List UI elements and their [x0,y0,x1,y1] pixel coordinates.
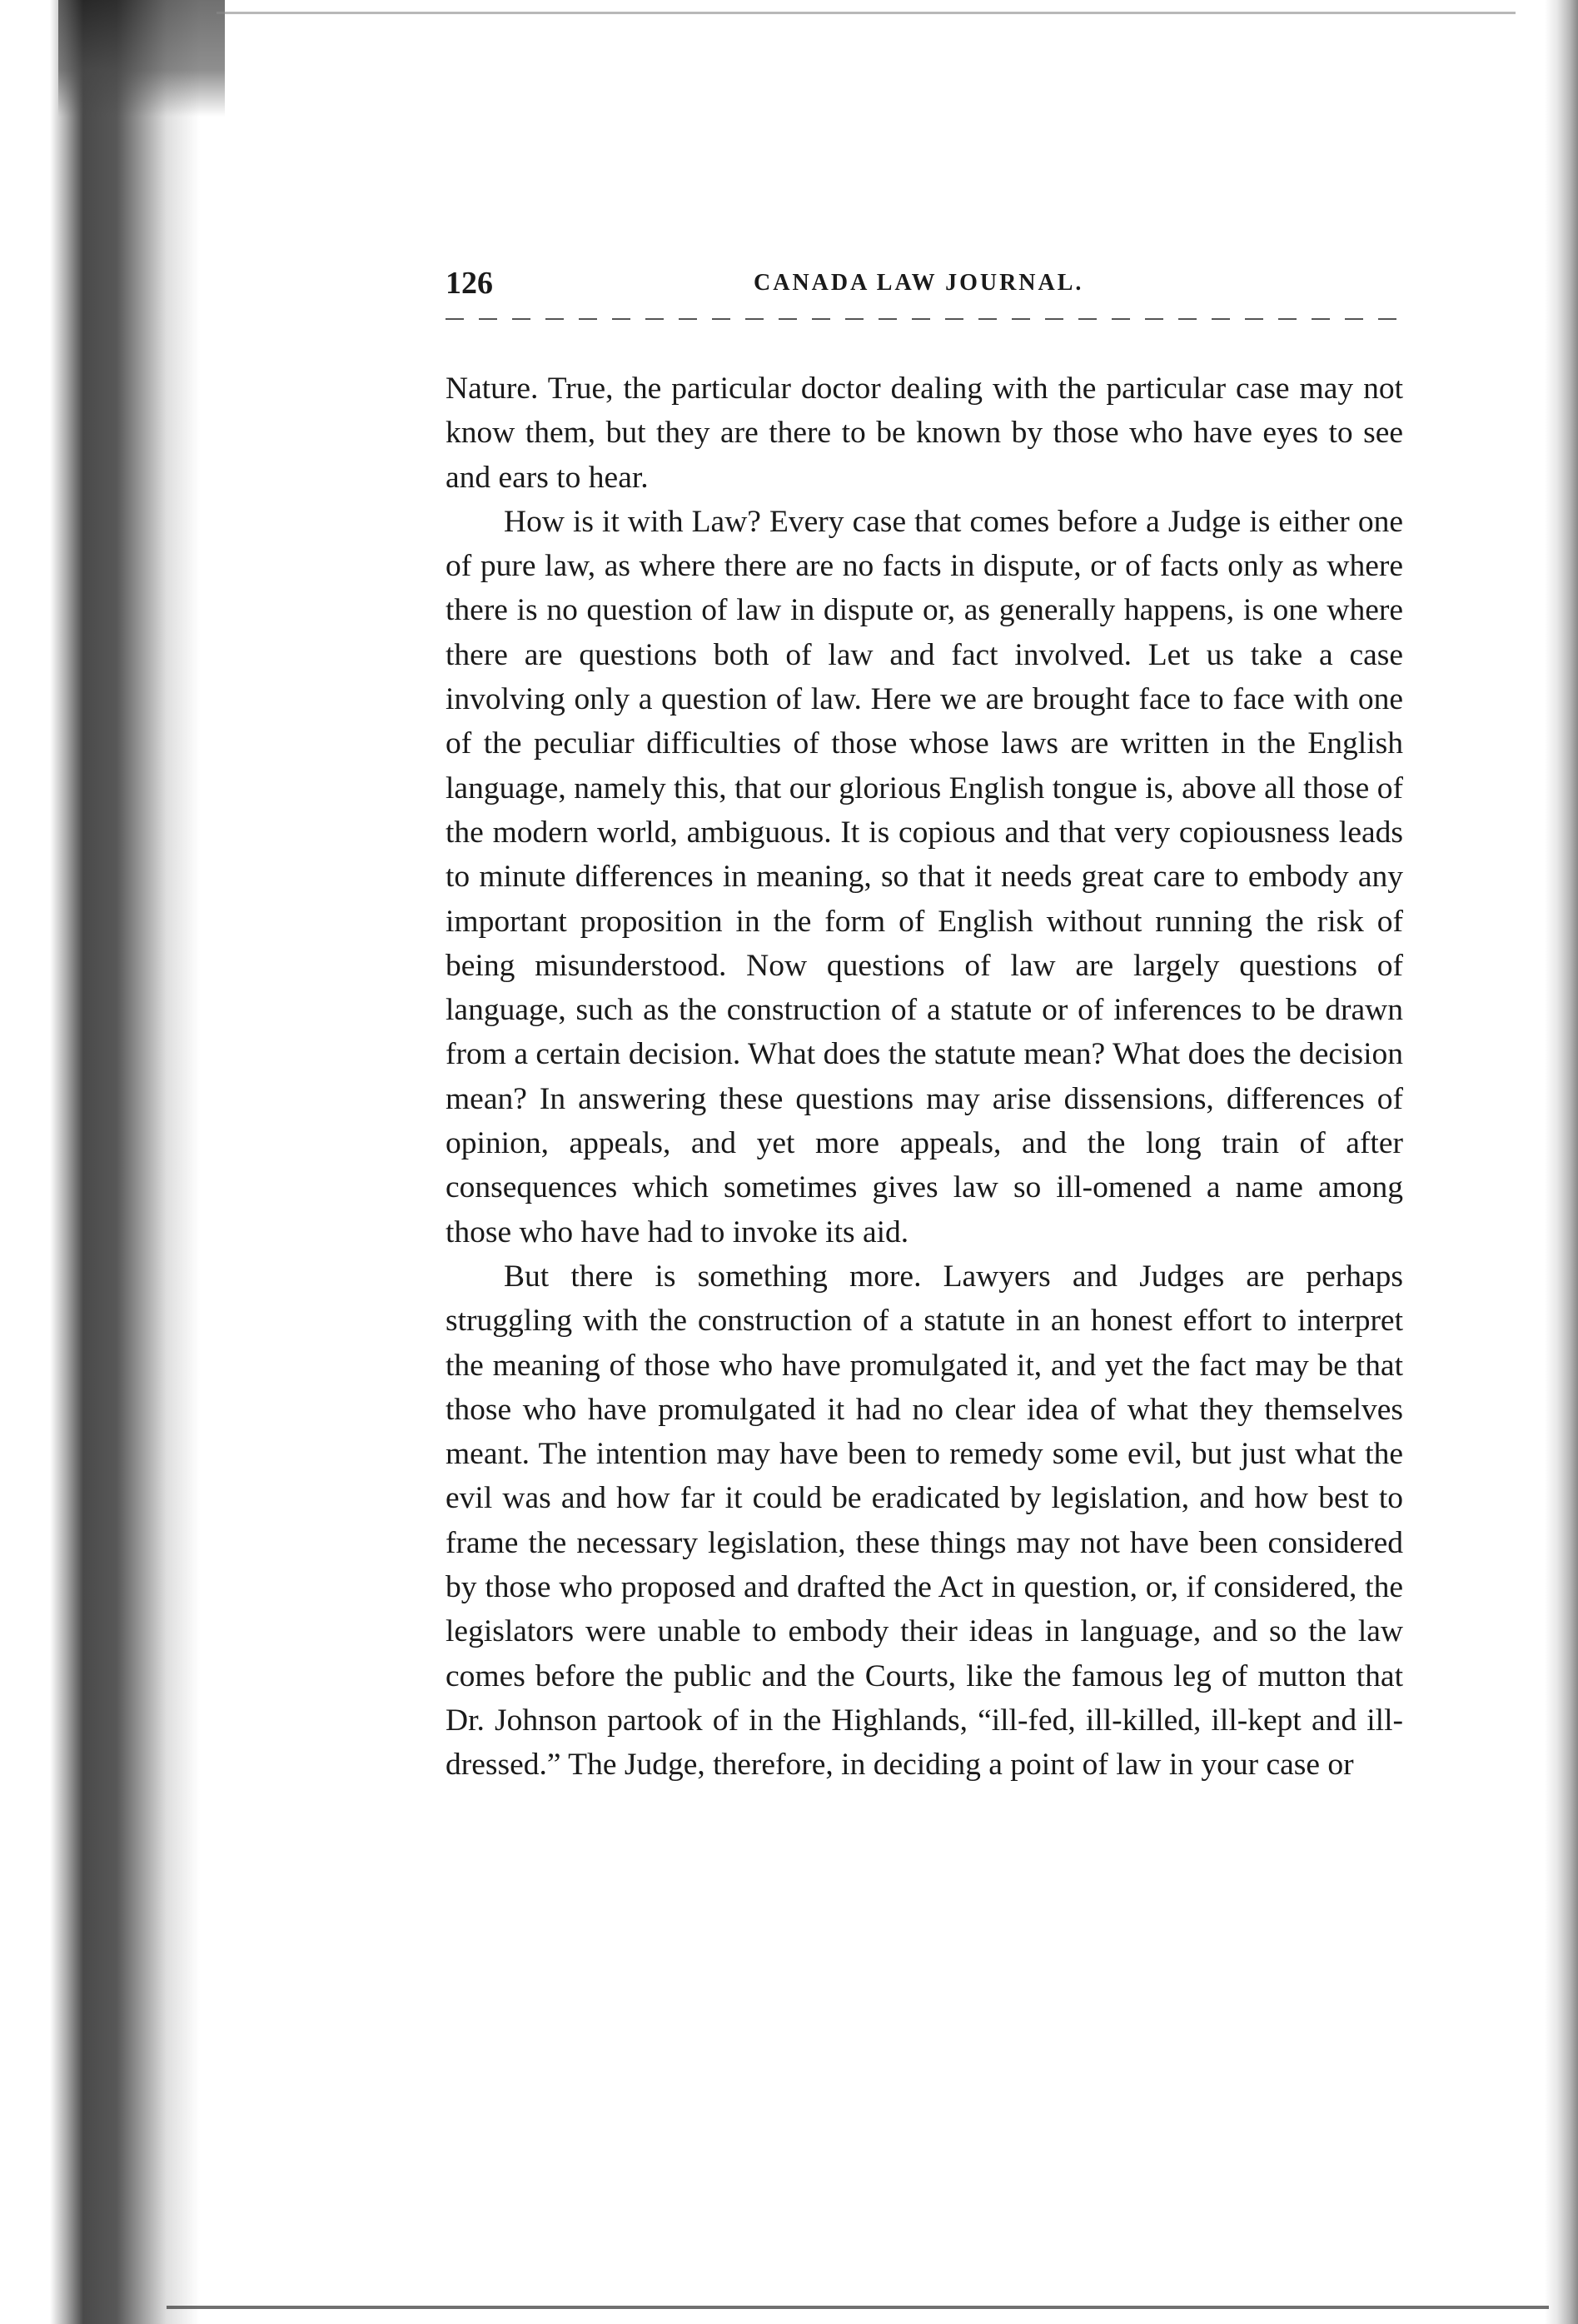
scan-bottom-edge [167,2306,1549,2309]
running-head: CANADA LAW JOURNAL. [754,270,1084,296]
scan-binding-shadow [0,0,200,2324]
paragraph-2: How is it with Law? Every case that comes before a Judge is either one of pure law, as where there are no facts in dispute, or of facts only as where there is no question of law in dispute or, as generally happens, is one where there are questions both of law and fact involved. Let us take a case involving only a question of law. Here we are brought face to face with one of the peculiar difficulties of those whose laws are written in the English language, namely this, that our glorious English tongue is, above all those of the modern world, ambiguous. It is copious and that very copiousness leads to minute differences in meaning, so that it needs great care to embody any important proposition in the form of English without running the risk of being misunderstood. Now questions of law are largely questions of language, such as the construction of a statute or of inferences to be drawn from a certain decision. What does the statute mean? What does the decision mean? In answering these questions may arise dissensions, differences of opinion, appeals, and yet more appeals, and the long train of after consequences which sometimes gives law so ill-omened a name among those who have had to invoke its aid. [446,504,1403,1249]
page-number: 126 [446,266,493,301]
paragraph-3: But there is something more. Lawyers and Judges are perhaps struggling with the construction of a statute in an honest effort to interpret the meaning of those who have promulgated it, and yet the fact may be that those who have promulgated it had no clear idea of what they themselves meant. The intention may have been to remedy some evil, but just what the evil was and how far it could be eradicated by legislation, and how best to frame the necessary legislation, these things may not have been considered by those who proposed and drafted the Act in question, or, if considered, the legislators were unable to embody their ideas in language, and so the law comes before the public and the Courts, like the famous leg of mutton that Dr. Johnson partook of in the Highlands, “ill-fed, ill-killed, ill-kept and ill-dressed.” The Judge, therefore, in deciding a point of law in your case or [446,1259,1403,1783]
paragraph-1: Nature. True, the particular doctor dealing with the particular case may not know them, but they are there to be known by those who have eyes to see and ears to hear. [446,372,1403,495]
page-header [446,265,1403,315]
header-rule [446,318,1403,320]
scan-top-edge [217,12,1516,14]
scan-right-edge-shadow [1545,0,1578,2324]
scan-corner-shadow [58,0,225,117]
article-body [446,367,1403,1788]
